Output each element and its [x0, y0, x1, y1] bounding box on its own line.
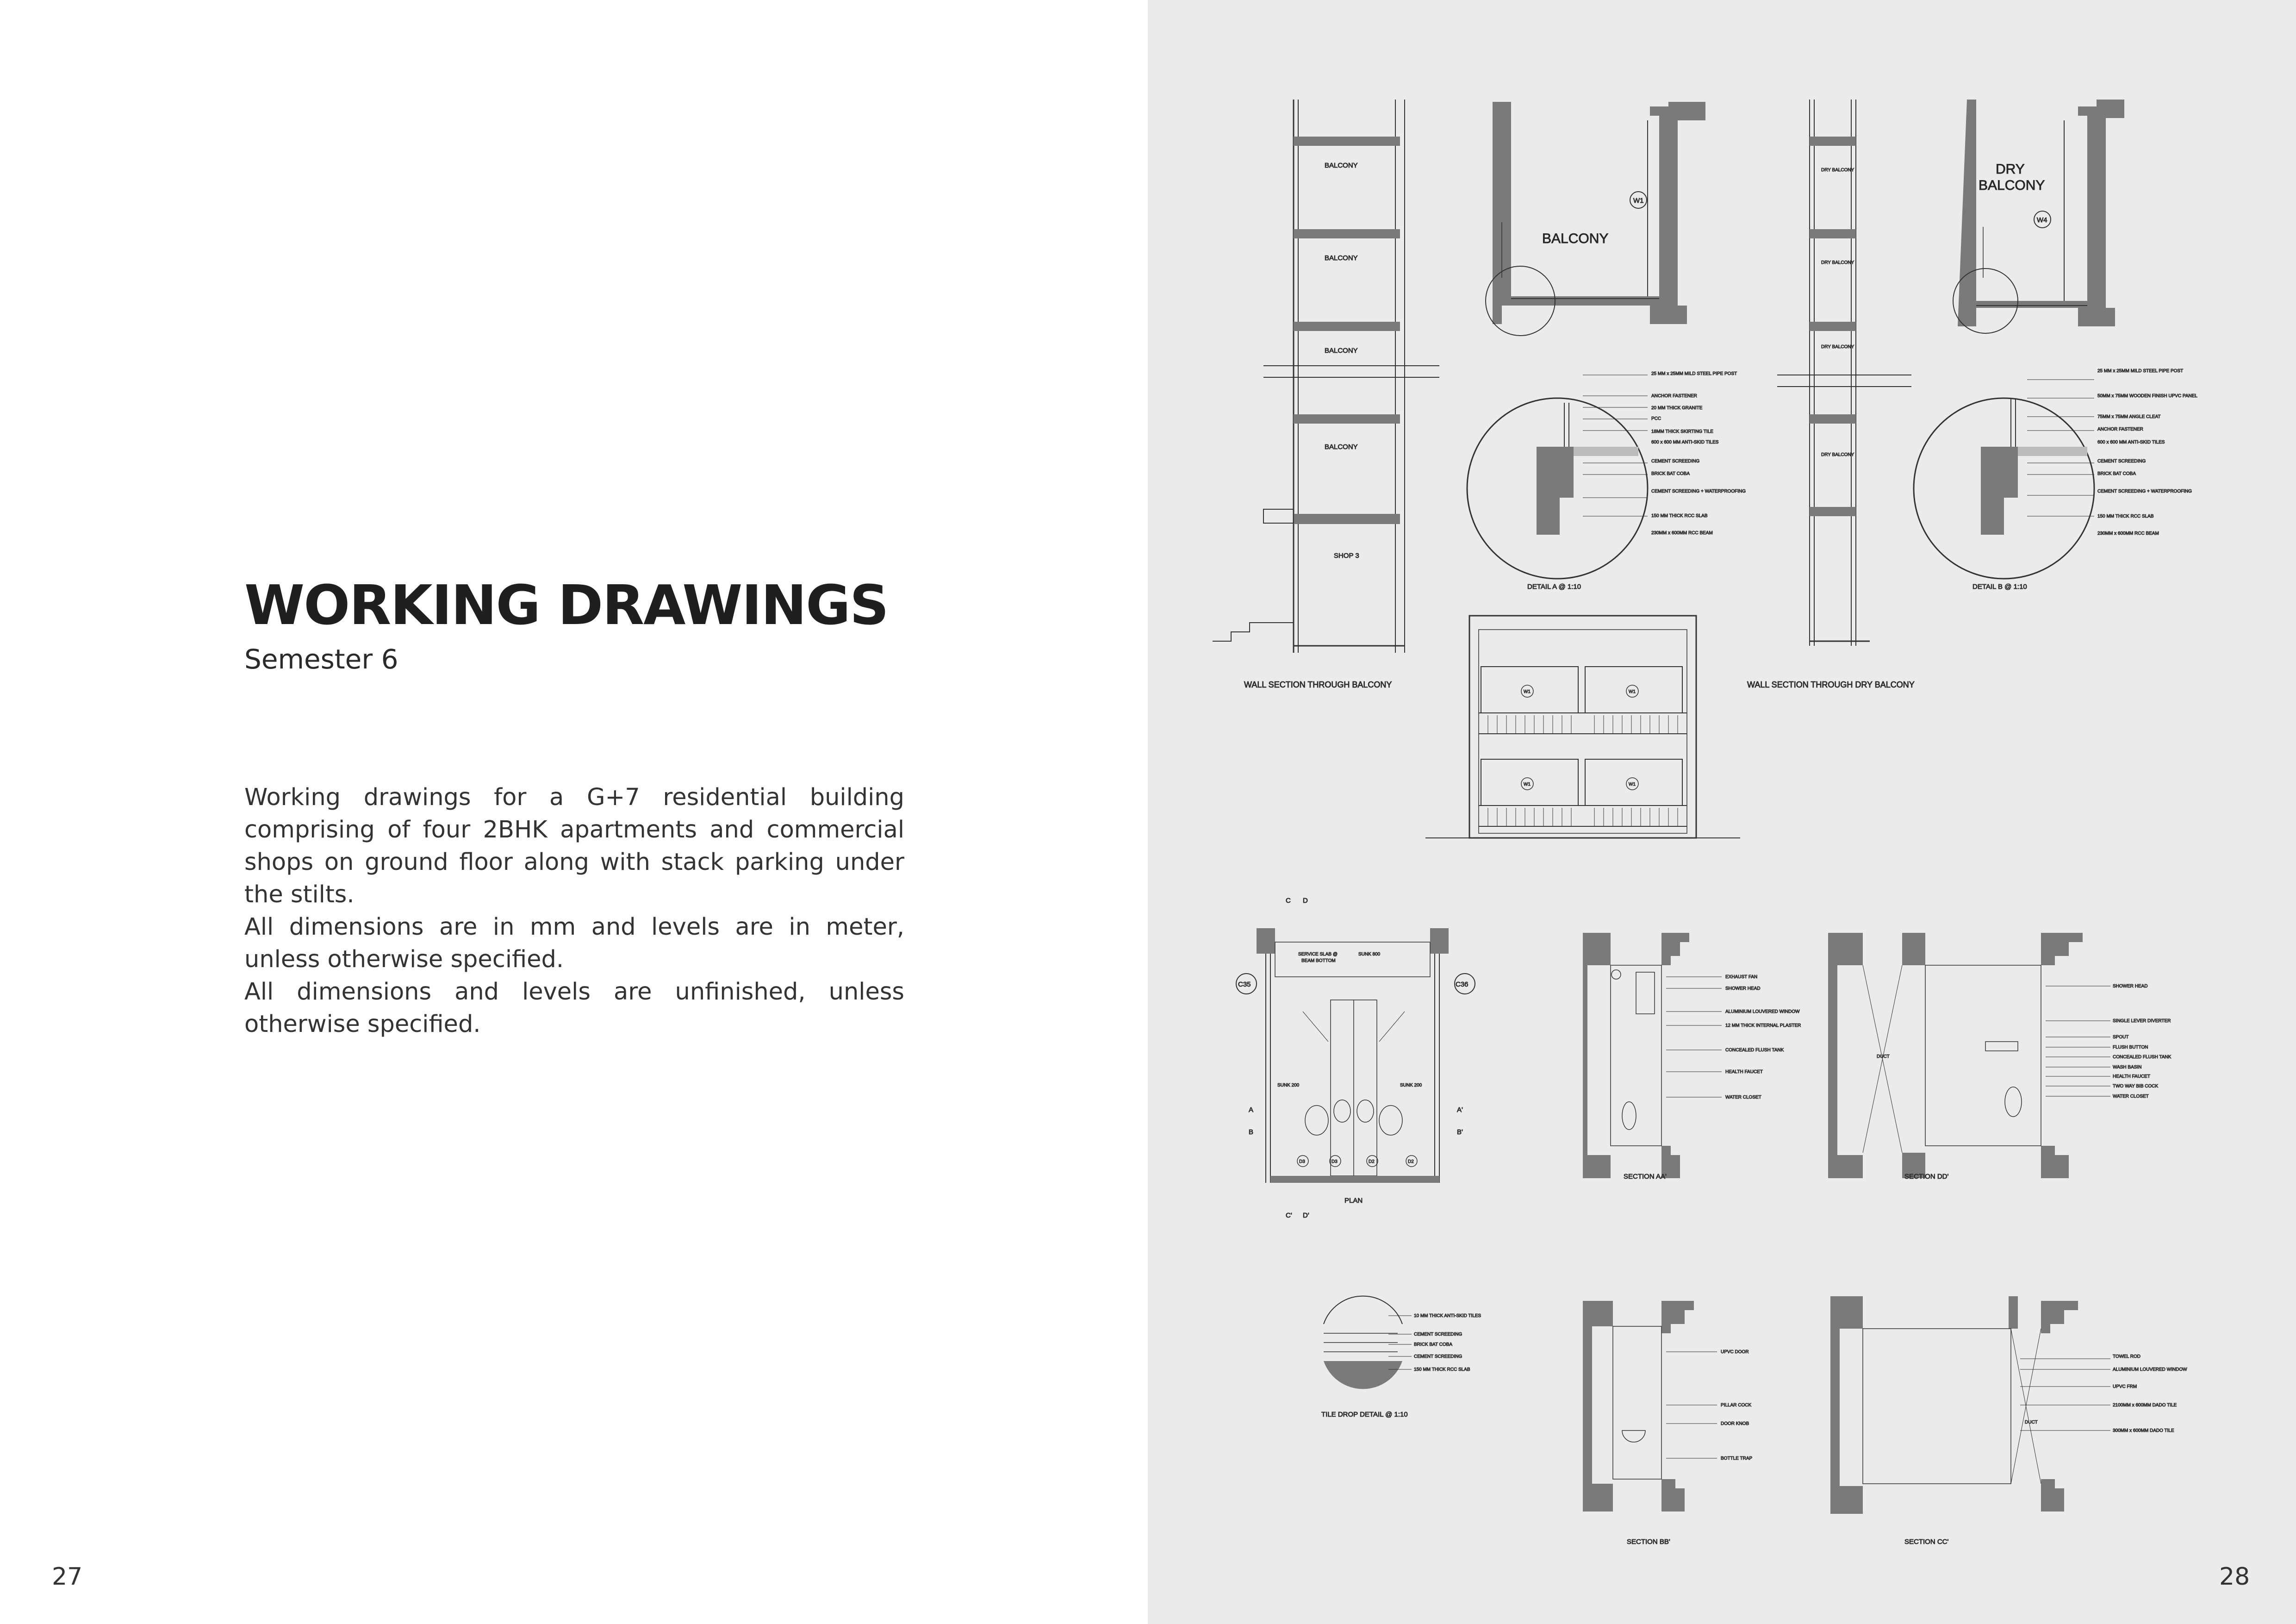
balcony-plan: [1486, 102, 1705, 336]
detail-a-note: 230MM x 600MM RCC BEAM: [1651, 531, 1713, 536]
column-tag: C36: [1456, 981, 1468, 988]
shop-label: SHOP 3: [1334, 552, 1359, 560]
window-tag: W1: [1633, 197, 1644, 205]
tile-drop-drawing: [1324, 1296, 1412, 1389]
door-tag: D2: [1369, 1159, 1375, 1164]
section-aa-note: ALUMINIUM LOUVERED WINDOW: [1725, 1009, 1800, 1014]
duct-label: DUCT: [1877, 1054, 1890, 1059]
detail-b-drawing: [1914, 380, 2094, 579]
detail-a-note: CEMENT SCREEDING + WATERPROOFING: [1651, 489, 1746, 494]
detail-b-note: 600 x 600 MM ANTI-SKID TILES: [2097, 440, 2165, 445]
section-dd-note: SINGLE LEVER DIVERTER: [2113, 1018, 2171, 1024]
detail-b-note: 75MM x 75MM ANGLE CLEAT: [2097, 414, 2161, 419]
detail-b-note: CEMENT SCREEDING: [2097, 459, 2146, 464]
section-bb-note: PILLAR COCK: [1721, 1403, 1752, 1408]
elevation-window-tag: W1: [1629, 689, 1636, 694]
section-aa-note: EXHAUST FAN: [1725, 974, 1758, 980]
detail-b-note: 230MM x 600MM RCC BEAM: [2097, 531, 2159, 536]
dry-balcony-label: DRY BALCONY: [1821, 452, 1854, 457]
tile-drop-note: BRICK BAT COBA: [1414, 1342, 1452, 1347]
section-dd-drawing: [1828, 933, 2110, 1178]
section-dd-note: TWO WAY BIB COCK: [2113, 1084, 2159, 1089]
grid-marker: D': [1303, 1212, 1309, 1219]
dry-balcony-plan-label-1: DRY: [1996, 162, 2025, 177]
balcony-label: BALCONY: [1325, 254, 1358, 262]
section-aa-note: SHOWER HEAD: [1725, 986, 1761, 991]
balcony-label: BALCONY: [1325, 443, 1358, 451]
detail-a-note: 600 x 600 MM ANTI-SKID TILES: [1651, 440, 1719, 445]
grid-marker: A: [1249, 1106, 1254, 1114]
description-paragraph: All dimensions and levels are unfinished, unless otherwise specified.: [244, 978, 904, 1038]
section-dd-note: WATER CLOSET: [2113, 1094, 2149, 1099]
detail-a-note: BRICK BAT COBA: [1651, 471, 1690, 476]
section-dd-note: SHOWER HEAD: [2113, 984, 2148, 989]
detail-a-note: 18MM THICK SKIRTING TILE: [1651, 429, 1713, 434]
tile-drop-note: 10 MM THICK ANTI-SKID TILES: [1414, 1313, 1481, 1318]
slab-note: SERVICE SLAB @: [1298, 952, 1338, 957]
detail-b-note: ANCHOR FASTENER: [2097, 427, 2143, 432]
slab-note: BEAM BOTTOM: [1301, 958, 1336, 963]
page-number-right: 28: [2219, 1563, 2250, 1591]
caption-wall-section-dry-balcony: WALL SECTION THROUGH DRY BALCONY: [1747, 680, 1915, 689]
detail-b-note: CEMENT SCREEDING + WATERPROOFING: [2097, 489, 2192, 494]
section-aa-note: 12 MM THICK INTERNAL PLASTER: [1725, 1023, 1801, 1028]
tile-drop-note: CEMENT SCREEDING: [1414, 1332, 1462, 1337]
section-dd-note: HEALTH FAUCET: [2113, 1074, 2150, 1079]
detail-b-note: BRICK BAT COBA: [2097, 471, 2136, 476]
grid-marker: C': [1286, 1212, 1292, 1219]
elevation-window-tag: W1: [1524, 782, 1531, 787]
balcony-label: BALCONY: [1325, 347, 1358, 355]
grid-marker: B': [1457, 1128, 1463, 1136]
description-paragraph: Working drawings for a G+7 residential building comprising of four 2BHK apartments and commercial shops on ground floor along with stack parking under the stilts.: [244, 784, 904, 908]
window-tag: W4: [2037, 216, 2047, 224]
caption-plan: PLAN: [1344, 1197, 1363, 1205]
section-aa-note: WATER CLOSET: [1725, 1095, 1761, 1100]
dry-balcony-label: DRY BALCONY: [1821, 260, 1854, 265]
section-cc-note: UPVC FRM: [2113, 1384, 2137, 1389]
caption-wall-section-balcony: WALL SECTION THROUGH BALCONY: [1244, 680, 1392, 689]
section-dd-note: FLUSH BUTTON: [2113, 1045, 2148, 1050]
detail-a-note: PCC: [1651, 416, 1661, 421]
wall-section-dry-balcony: [1777, 100, 1911, 646]
caption-section-bb: SECTION BB': [1627, 1538, 1670, 1546]
elevation-window-tag: W1: [1629, 782, 1636, 787]
grid-marker: D: [1303, 897, 1308, 905]
section-aa-note: HEALTH FAUCET: [1725, 1069, 1763, 1074]
detail-b-note: 150 MM THICK RCC SLAB: [2097, 514, 2154, 519]
sunk-label: SUNK 200: [1277, 1083, 1300, 1088]
section-cc-drawing: [1830, 1296, 2110, 1514]
detail-a-note: 150 MM THICK RCC SLAB: [1651, 513, 1708, 518]
section-aa-drawing: [1583, 933, 1722, 1178]
door-tag: D3: [1299, 1159, 1305, 1164]
dry-balcony-label: DRY BALCONY: [1821, 344, 1854, 350]
balcony-plan-label: BALCONY: [1542, 231, 1609, 246]
section-cc-note: 300MM x 600MM DADO TILE: [2113, 1428, 2174, 1433]
balcony-label: BALCONY: [1325, 162, 1358, 169]
section-bb-note: DOOR KNOB: [1721, 1421, 1749, 1426]
grid-marker: A': [1457, 1106, 1463, 1114]
detail-b-note: 50MM x 75MM WOODEN FINISH UPVC PANEL: [2097, 394, 2197, 399]
door-tag: D2: [1408, 1159, 1414, 1164]
grid-marker: B: [1249, 1128, 1254, 1136]
sunk-label: SUNK 800: [1358, 952, 1381, 957]
section-bb-note: BOTTLE TRAP: [1721, 1456, 1753, 1461]
section-aa-note: CONCEALED FLUSH TANK: [1725, 1048, 1784, 1053]
column-tag: C35: [1238, 981, 1251, 988]
detail-a-drawing: [1467, 375, 1648, 579]
duct-label: DUCT: [2025, 1420, 2038, 1425]
section-cc-note: TOWEL ROD: [2113, 1354, 2141, 1359]
caption-detail-b: DETAIL B @ 1:10: [1972, 583, 2027, 591]
section-bb-note: UPVC DOOR: [1721, 1349, 1749, 1355]
dry-balcony-label: DRY BALCONY: [1821, 168, 1854, 173]
section-bb-drawing: [1583, 1301, 1717, 1512]
section-dd-note: WASH BASIN: [2113, 1065, 2142, 1070]
caption-tile-drop: TILE DROP DETAIL @ 1:10: [1321, 1411, 1408, 1418]
elevation-drawing: [1425, 616, 1740, 838]
page-subtitle: Semester 6: [244, 643, 398, 675]
tile-drop-note: CEMENT SCREEDING: [1414, 1354, 1462, 1359]
wall-section-balcony: [1213, 100, 1439, 653]
description-paragraph: All dimensions are in mm and levels are in meter, unless otherwise specified.: [244, 913, 904, 973]
detail-a-note: 25 MM x 25MM MILD STEEL PIPE POST: [1651, 371, 1737, 376]
caption-section-cc: SECTION CC': [1904, 1538, 1949, 1546]
section-dd-note: CONCEALED FLUSH TANK: [2113, 1055, 2172, 1060]
page-title: WORKING DRAWINGS: [244, 573, 888, 637]
section-cc-note: ALUMINIUM LOUVERED WINDOW: [2113, 1367, 2187, 1372]
detail-a-note: 20 MM THICK GRANITE: [1651, 406, 1703, 411]
door-tag: D3: [1332, 1159, 1338, 1164]
detail-a-note: CEMENT SCREEDING: [1651, 459, 1700, 464]
toilet-plan-drawing: [1236, 928, 1475, 1183]
page-number-left: 27: [52, 1563, 83, 1591]
detail-a-note: ANCHOR FASTENER: [1651, 394, 1697, 399]
caption-section-aa: SECTION AA': [1624, 1173, 1667, 1181]
caption-detail-a: DETAIL A @ 1:10: [1527, 583, 1581, 591]
grid-marker: C: [1286, 897, 1291, 905]
section-cc-note: 2100MM x 600MM DADO TILE: [2113, 1403, 2177, 1408]
dry-balcony-plan-label-2: BALCONY: [1979, 178, 2045, 193]
tile-drop-note: 150 MM THICK RCC SLAB: [1414, 1367, 1470, 1372]
section-dd-note: SPOUT: [2113, 1035, 2129, 1040]
sunk-label: SUNK 200: [1400, 1083, 1422, 1088]
elevation-window-tag: W1: [1524, 689, 1531, 694]
caption-section-dd: SECTION DD': [1904, 1173, 1949, 1181]
detail-b-note: 25 MM x 25MM MILD STEEL PIPE POST: [2097, 369, 2184, 374]
